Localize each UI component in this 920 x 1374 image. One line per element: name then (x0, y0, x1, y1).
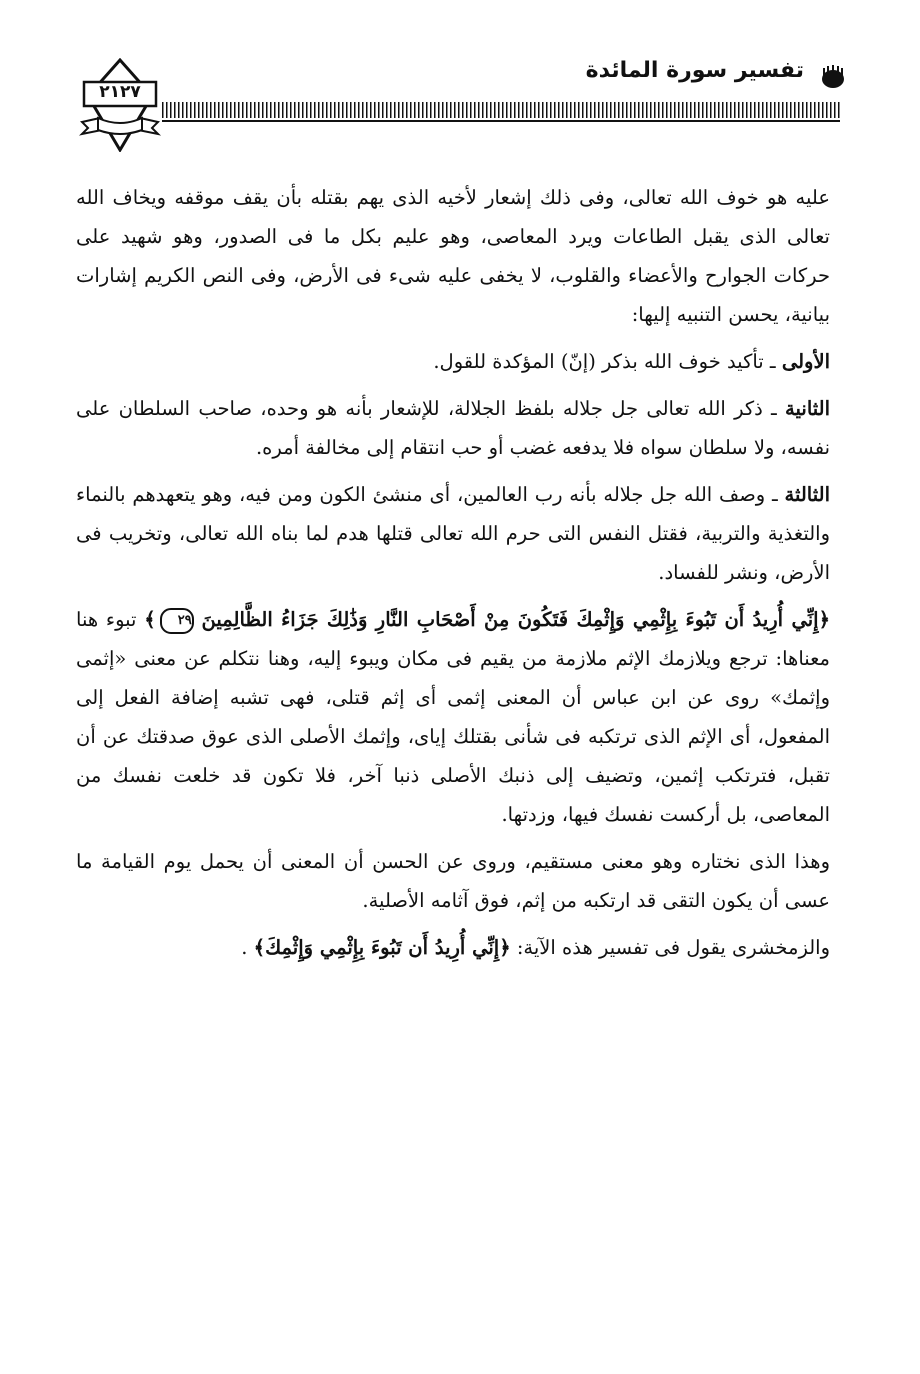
paragraph (76, 842, 830, 920)
page-number-badge (76, 58, 164, 152)
page-body (76, 178, 830, 967)
paragraph (76, 475, 830, 592)
page-number: ٢١٢٧ (99, 82, 141, 102)
paragraph-text: وهذا الذى نختاره وهو معنى مستقيم، وروى عن الحسن أن المعنى أن يحمل يوم القيامة ما عسى أن يكون التقى قد ارتكبه من إثم، فوق آثامه الأصلية. (76, 850, 830, 912)
verse-number-marker: ٢٩ (160, 608, 194, 634)
ordinal-heading: الأولى (781, 350, 830, 373)
paragraph-tail: . (241, 936, 254, 959)
ordinal-heading: الثانية (785, 397, 830, 420)
paragraph (76, 178, 830, 334)
quran-verse: ﴿إِنِّي أُرِيدُ أَن تَبُوءَ بِإِثْمِي وَإِثْمِكَ﴾ (253, 936, 511, 959)
paragraph (76, 600, 830, 834)
paragraph-text: ـ تأكيد خوف الله بذكر (إنّ) المؤكدة للقول. (433, 350, 782, 373)
flower-ornament-icon (818, 64, 848, 90)
paragraph (76, 389, 830, 467)
ordinal-heading: الثالثة (784, 483, 830, 506)
verse-close-bracket: ﴾ (144, 608, 156, 631)
paragraph-text: تبوء هنا معناها: ترجع ويلازمك الإثم ملازمة من يقيم فى مكان ويبوء إليه، وهنا نتكلم عن معنى «إثمى وإثمك» روى عن ابن عباس أن المعنى إثمى أى إثم قتلى، فهى تشبه إضافة الفعل إلى المفعول، أى الإثم الذى ترتكبه فى شأنى بقتلك إياى، وإثمك الأصلى الذى عوق صدقتك عن أن تقبل، فترتكب إثمين، وتضيف إلى ذنبك الأصلى ذنبا آخر، فلا تكون قد خلعت نفسك من المعاصى، بل أركست نفسك فيها، وزدتها. (76, 608, 830, 826)
paragraph-text: والزمخشرى يقول فى تفسير هذه الآية: (510, 936, 830, 959)
page-title: تفسير سورة المائدة (585, 58, 804, 83)
paragraph (76, 928, 830, 967)
page-header (76, 52, 848, 152)
paragraph-text: ـ ذكر الله تعالى جل جلاله بلفظ الجلالة، للإشعار بأنه هو وحده، صاحب السلطان على نفسه، ولا سلطان سواه فلا يدفعه غضب أو حب انتقام إلى مخالفة أمره. (76, 397, 830, 459)
quran-verse: ﴿إِنِّي أُرِيدُ أَن تَبُوءَ بِإِثْمِي وَإِثْمِكَ فَتَكُونَ مِنْ أَصْحَابِ النَّارِ وَذَٰلِكَ جَزَاءُ الظَّالِمِينَ (201, 608, 831, 631)
paragraph (76, 342, 830, 381)
paragraph-text: ـ وصف الله جل جلاله بأنه رب العالمين، أى منشئ الكون ومن فيه، وهو يتعهدهم بالنماء والتغذية والتربية، فقتل النفس التى حرم الله تعالى قتلها هدم لما بناه الله تعالى، وتخريب فى الأرض، ونشر للفساد. (76, 483, 830, 584)
header-rule (162, 102, 840, 118)
paragraph-text: عليه هو خوف الله تعالى، وفى ذلك إشعار لأخيه الذى يهم بقتله بأن يقف موقفه ويخاف الله تعالى الذى يقبل الطاعات ويرد المعاصى، وهو عليم بكل ما فى الصدور، وهو شهيد على حركات الجوارح والأعضاء والقلوب، لا يخفى عليه شىء فى الأرض، وفى النص الكريم إشارات بيانية، يحسن التنبيه إليها: (76, 186, 830, 326)
